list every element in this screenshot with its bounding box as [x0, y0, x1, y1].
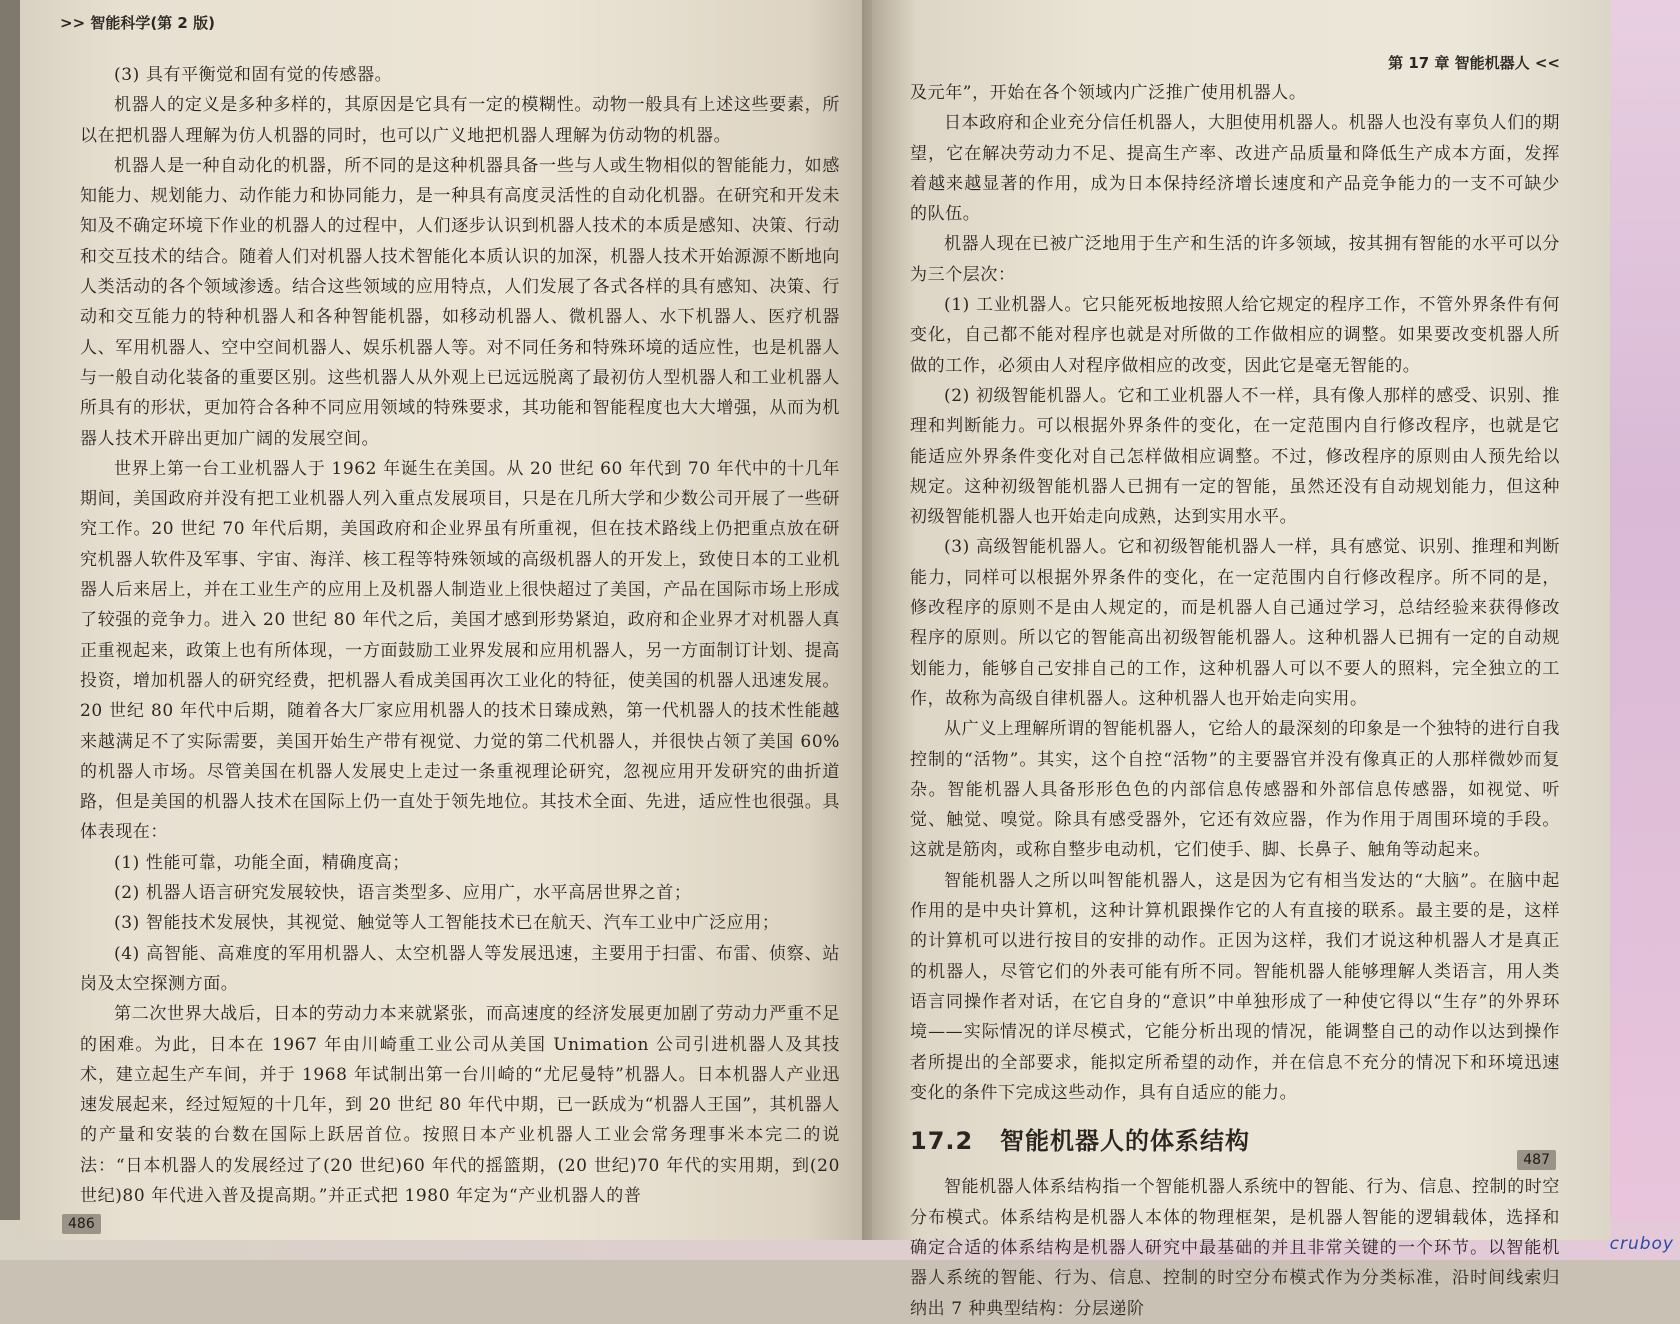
- section-heading: [910, 1126, 1560, 1156]
- section-number: 17.2: [910, 1127, 974, 1156]
- left-list-item: (1) 性能可靠，功能全面，精确度高；: [114, 852, 410, 873]
- right-running-head: 第 17 章 智能机器人 <<: [1388, 54, 1560, 72]
- right-paragraph: 从广义上理解所谓的智能机器人，它给人的最深刻的印象是一个独特的进行自我控制的“活物”。其实，这个自控“活物”的主要器官并没有像真正的人那样微妙而复杂。智能机器人具备形形色色的内部信息传感器和外部信息传感器，如视觉、听觉、触觉、嗅觉。除具有感受器外，它还有效应器，作为作用于周围环境的手段。这就是筋肉，或称自整步电动机，它们使手、脚、长鼻子、触角等动起来。: [910, 719, 1560, 861]
- left-paragraph: 机器人的定义是多种多样的，其原因是它具有一定的模糊性。动物一般具有上述这些要素，所以在把机器人理解为仿人机器的同时，也可以广义地把机器人理解为仿动物的机器。: [80, 95, 840, 146]
- background-right-cloth: [1610, 0, 1680, 1260]
- right-list-item: (1) 工业机器人。它只能死板地按照人给它规定的程序工作，不管外界条件有何变化，自己都不能对程序也就是对所做的工作做相应的调整。如果要改变机器人所做的工作，必须由人对程序做相应的改变，因此它是毫无智能的。: [910, 295, 1560, 376]
- right-list-item: (3) 高级智能机器人。它和初级智能机器人一样，具有感觉、识别、推理和判断能力，同样可以根据外界条件的变化，在一定范围内自行修改程序。所不同的是，修改程序的原则不是由人规定的，而是机器人自己通过学习，总结经验来获得修改程序的原则。所以它的智能高出初级智能机器人。这种机器人已拥有一定的自动规划能力，能够自己安排自己的工作，这种机器人可以不要人的照料，完全独立的工作，故称为高级自律机器人。这种机器人也开始走向实用。: [910, 537, 1560, 709]
- left-paragraph: (3) 具有平衡觉和固有觉的传感器。: [114, 65, 393, 85]
- right-paragraph: 智能机器人之所以叫智能机器人，这是因为它有相当发达的“大脑”。在脑中起作用的是中央计算机，这种计算机跟操作它的人有直接的联系。最主要的是，这样的计算机可以进行按目的安排的动作。正因为这样，我们才说这种机器人才是真正的机器人，尽管它们的外表可能有所不同。智能机器人能够理解人类语言，用人类语言同操作者对话，在它自身的“意识”中单独形成了一种使它得以“生存”的外界环境——实际情况的详尽模式，它能分析出现的情况，能调整自己的动作以达到操作者所提出的全部要求，能拟定所希望的动作，并在信息不充分的情况下和环境迅速变化的条件下完成这些动作，具有自适应的能力。: [910, 870, 1560, 1103]
- right-list-item: (2) 初级智能机器人。它和工业机器人不一样，具有像人那样的感受、识别、推理和判断能力。可以根据外界条件的变化，在一定范围内自行修改程序，也就是它能适应外界条件变化对自己怎样做相应调整。不过，修改程序的原则由人预先给以规定。这种初级智能机器人已拥有一定的智能，虽然还没有自动规划能力，但这种初级智能机器人也开始走向成熟，达到实用水平。: [910, 385, 1560, 528]
- right-paragraph: 机器人现在已被广泛地用于生产和生活的许多领域，按其拥有智能的水平可以分为三个层次：: [910, 234, 1560, 285]
- right-page: [872, 0, 1610, 1319]
- section-paragraph: 智能机器人体系结构指一个智能机器人系统中的智能、行为、信息、控制的时空分布模式。体系结构是机器人本体的物理框架，是机器人智能的逻辑载体，选择和确定合适的体系结构是机器人研究中最基础的并且非常关键的一个环节。以智能机器人系统的智能、行为、信息、控制的时空分布模式作为分类标准，沿时间线索归纳出 7 种典型结构：分层递阶: [910, 1177, 1560, 1319]
- left-paragraph: 世界上第一台工业机器人于 1962 年诞生在美国。从 20 世纪 60 年代到 70 年代中的十几年期间，美国政府并没有把工业机器人列入重点发展项目，只是在几所大学和少数公司开展了一些研究工作。20 世纪 70 年代后期，美国政府和企业界虽有所重视，但在技术路线上仍把重点放在研究机器人软件及军事、宇宙、海洋、核工程等特殊领域的高级机器人的开发上，致使日本的工业机器人后来居上，并在工业生产的应用上及机器人制造业上很快超过了美国，产品在国际市场上形成了较强的竞争力。进入 20 世纪 80 年代之后，美国才感到形势紧迫，政府和企业界才对机器人真正重视起来，政策上也有所体现，一方面鼓励工业界发展和应用机器人，另一方面制订计划、提高投资，增加机器人的研究经费，把机器人看成美国再次工业化的特征，使美国的机器人迅速发展。20 世纪 80 年代中后期，随着各大厂家应用机器人的技术日臻成熟，第一代机器人的技术性能越来越满足不了实际需要，美国开始生产带有视觉、力觉的第二代机器人，并很快占领了美国 60% 的机器人市场。尽管美国在机器人发展史上走过一条重视理论研究，忽视应用开发研究的曲折道路，但是美国的机器人技术在国际上仍一直处于领先地位。其技术全面、先进，适应性也很强。具体表现在：: [80, 458, 840, 843]
- left-page: [20, 0, 875, 1240]
- right-paragraph: 日本政府和企业充分信任机器人，大胆使用机器人。机器人也没有辜负人们的期望，它在解决劳动力不足、提高生产率、改进产品质量和降低生产成本方面，发挥着越来越显著的作用，成为日本保持经济增长速度和产品竞争能力的一支不可缺少的队伍。: [910, 113, 1560, 225]
- left-page-number: 486: [62, 1214, 101, 1234]
- left-list-item: (3) 智能技术发展快，其视觉、触觉等人工智能技术已在航天、汽车工业中广泛应用；: [114, 913, 780, 934]
- right-page-body: [910, 78, 1560, 1324]
- left-page-body: [80, 60, 840, 1211]
- left-list-item: (4) 高智能、高难度的军用机器人、太空机器人等发展迅速，主要用于扫雷、布雷、侦察、站岗及太空探测方面。: [80, 943, 840, 994]
- background-left-edge: [0, 0, 20, 1260]
- watermark-text: cruboy: [1609, 1234, 1674, 1254]
- right-page-number: 487: [1517, 1150, 1556, 1170]
- left-list-item: (2) 机器人语言研究发展较快，语言类型多、应用广，水平高居世界之首；: [114, 883, 692, 904]
- left-paragraph: 第二次世界大战后，日本的劳动力本来就紧张，而高速度的经济发展更加剧了劳动力严重不足的困难。为此，日本在 1967 年由川崎重工业公司从美国 Unimation 公司引进机器人及其技术，建立起生产车间，并于 1968 年试制出第一台川崎的“尤尼曼特”机器人。日本机器人产业迅速发展起来，经过短短的十几年，到 20 世纪 80 年代中期，已一跃成为“机器人王国”，其机器人的产量和安装的台数在国际上跃居首位。按照日本产业机器人工业会常务理事米本完二的说法：“日本机器人的发展经过了(20 世纪)60 年代的摇篮期，(20 世纪)70 年代的实用期，到(20 世纪)80 年代进入普及提高期。”并正式把 1980 年定为“产业机器人的普: [80, 1004, 840, 1206]
- right-paragraph: 及元年”，开始在各个领域内广泛推广使用机器人。: [910, 83, 1307, 103]
- left-paragraph: 机器人是一种自动化的机器，所不同的是这种机器具备一些与人或生物相似的智能能力，如感知能力、规划能力、动作能力和协同能力，是一种具有高度灵活性的自动化机器。在研究和开发未知及不确定环境下作业的机器人的过程中，人们逐步认识到机器人技术的本质是感知、决策、行动和交互技术的结合。随着人们对机器人技术智能化本质认识的加深，机器人技术开始源源不断地向人类活动的各个领域渗透。结合这些领域的应用特点，人们发展了各式各样的具有感知、决策、行动和交互能力的特种机器人和各种智能机器，如移动机器人、微机器人、水下机器人、医疗机器人、军用机器人、空中空间机器人、娱乐机器人等。对不同任务和特殊环境的适应性，也是机器人与一般自动化装备的重要区别。这些机器人从外观上已远远脱离了最初仿人型机器人和工业机器人所具有的形状，更加符合各种不同应用领域的特殊要求，其功能和智能程度也大大增强，从而为机器人技术开辟出更加广阔的发展空间。: [80, 155, 840, 449]
- left-running-head: >> 智能科学(第 2 版): [60, 14, 215, 32]
- section-title: 智能机器人的体系结构: [1000, 1127, 1250, 1156]
